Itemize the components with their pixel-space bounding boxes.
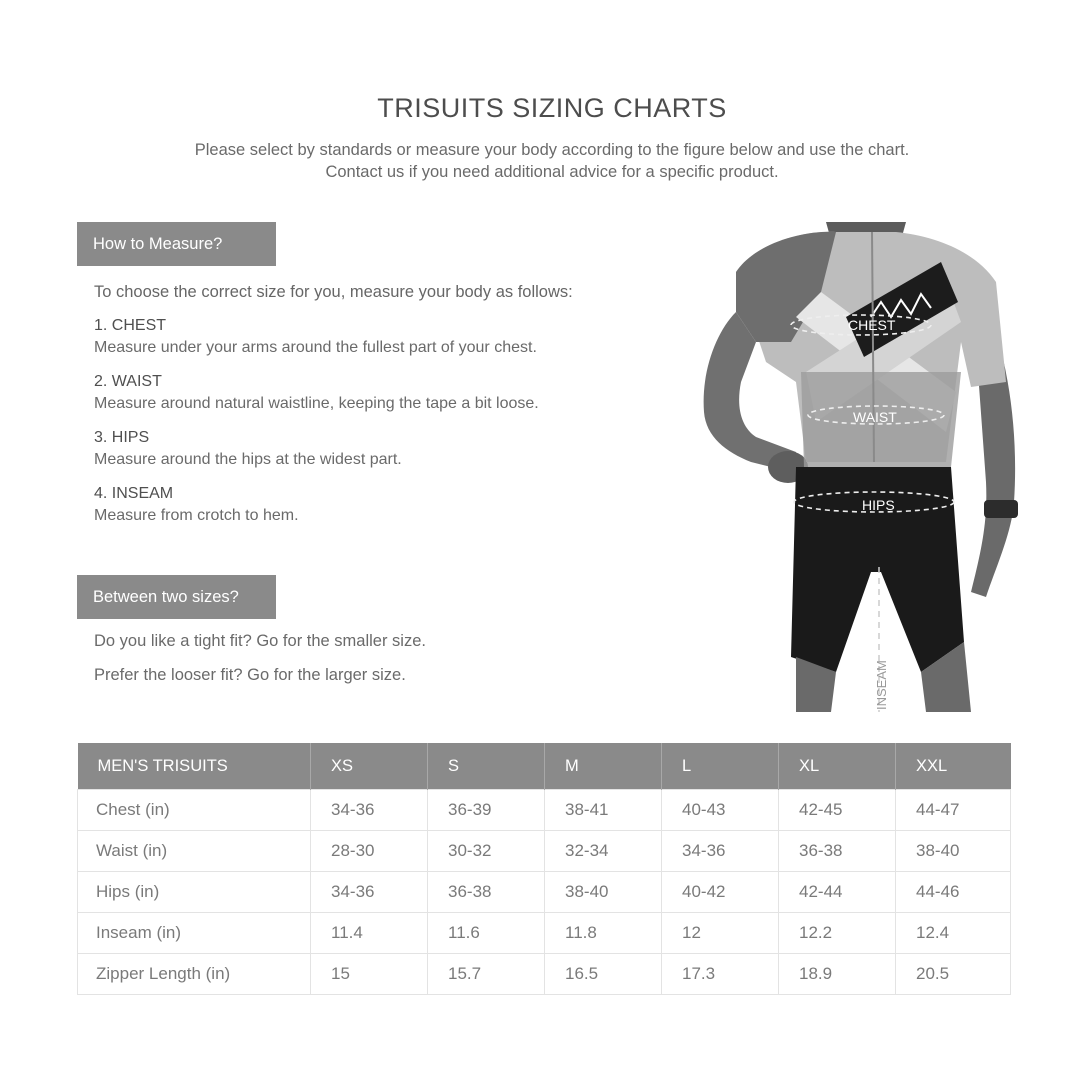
table-cell: Waist (in) — [78, 831, 311, 872]
chest-label: CHEST — [848, 317, 896, 333]
page-title: TRISUITS SIZING CHARTS — [377, 93, 727, 123]
table-cell: 28-30 — [311, 831, 428, 872]
page-subtitle — [0, 139, 1080, 183]
column-header: M — [545, 743, 662, 790]
hips-label: HIPS — [862, 497, 895, 513]
column-header: XL — [779, 743, 896, 790]
table-cell: 12 — [662, 913, 779, 954]
body-measurement-figure — [696, 222, 1028, 712]
table-cell: Chest (in) — [78, 790, 311, 831]
table-cell: 17.3 — [662, 954, 779, 995]
measure-item-label: 1. CHEST — [94, 317, 167, 334]
table-header-row — [78, 743, 1011, 790]
table-cell: 36-38 — [428, 872, 545, 913]
table-cell: 44-47 — [896, 790, 1011, 831]
table-row — [78, 913, 1011, 954]
inseam-label: INSEAM — [874, 660, 889, 710]
loose-fit-tip: Prefer the looser fit? Go for the larger size. — [94, 666, 406, 684]
measure-item-waist — [94, 371, 539, 415]
subtitle-line-1: Please select by standards or measure your body according to the figure below and use the chart. — [194, 141, 910, 159]
table-cell: 15.7 — [428, 954, 545, 995]
size-chart-table — [77, 743, 1011, 995]
table-cell: 40-42 — [662, 872, 779, 913]
table-cell: 44-46 — [896, 872, 1011, 913]
table-cell: Hips (in) — [78, 872, 311, 913]
measure-item-label: 2. WAIST — [94, 373, 162, 390]
waist-label: WAIST — [853, 409, 897, 425]
measure-item-label: 3. HIPS — [94, 429, 150, 446]
table-cell: 34-36 — [311, 872, 428, 913]
measure-item-chest — [94, 315, 537, 359]
table-cell: 34-36 — [662, 831, 779, 872]
table-cell: 16.5 — [545, 954, 662, 995]
column-header: MEN'S TRISUITS — [78, 743, 311, 790]
table-cell: 15 — [311, 954, 428, 995]
table-cell: Inseam (in) — [78, 913, 311, 954]
table-cell: 20.5 — [896, 954, 1011, 995]
table-row — [78, 831, 1011, 872]
measure-item-desc: Measure under your arms around the fullest part of your chest. — [94, 339, 537, 356]
tight-fit-tip: Do you like a tight fit? Go for the smaller size. — [94, 632, 426, 650]
table-cell: 42-45 — [779, 790, 896, 831]
column-header: L — [662, 743, 779, 790]
table-cell: 36-39 — [428, 790, 545, 831]
measure-intro: To choose the correct size for you, measure your body as follows: — [94, 283, 573, 301]
table-row — [78, 954, 1011, 995]
table-cell: 40-43 — [662, 790, 779, 831]
table-cell: 34-36 — [311, 790, 428, 831]
measure-item-desc: Measure around the hips at the widest part. — [94, 451, 402, 468]
measure-item-desc: Measure from crotch to hem. — [94, 507, 299, 524]
table-row — [78, 872, 1011, 913]
table-cell: 36-38 — [779, 831, 896, 872]
table-cell: 11.6 — [428, 913, 545, 954]
table-cell: 30-32 — [428, 831, 545, 872]
column-header: XS — [311, 743, 428, 790]
table-cell: 38-40 — [896, 831, 1011, 872]
measure-item-label: 4. INSEAM — [94, 485, 174, 502]
measure-item-inseam — [94, 483, 299, 527]
table-row — [78, 790, 1011, 831]
measure-item-hips — [94, 427, 402, 471]
table-cell: Zipper Length (in) — [78, 954, 311, 995]
table-cell: 12.2 — [779, 913, 896, 954]
between-sizes-header: Between two sizes? — [77, 575, 276, 619]
table-cell: 32-34 — [545, 831, 662, 872]
column-header: S — [428, 743, 545, 790]
table-cell: 18.9 — [779, 954, 896, 995]
table-cell: 38-41 — [545, 790, 662, 831]
table-cell: 11.8 — [545, 913, 662, 954]
subtitle-line-2: Contact us if you need additional advice for a specific product. — [325, 163, 779, 181]
measure-item-desc: Measure around natural waistline, keeping the tape a bit loose. — [94, 395, 539, 412]
table-cell: 12.4 — [896, 913, 1011, 954]
table-cell: 11.4 — [311, 913, 428, 954]
column-header: XXL — [896, 743, 1011, 790]
how-to-measure-header: How to Measure? — [77, 222, 276, 266]
table-cell: 42-44 — [779, 872, 896, 913]
table-cell: 38-40 — [545, 872, 662, 913]
